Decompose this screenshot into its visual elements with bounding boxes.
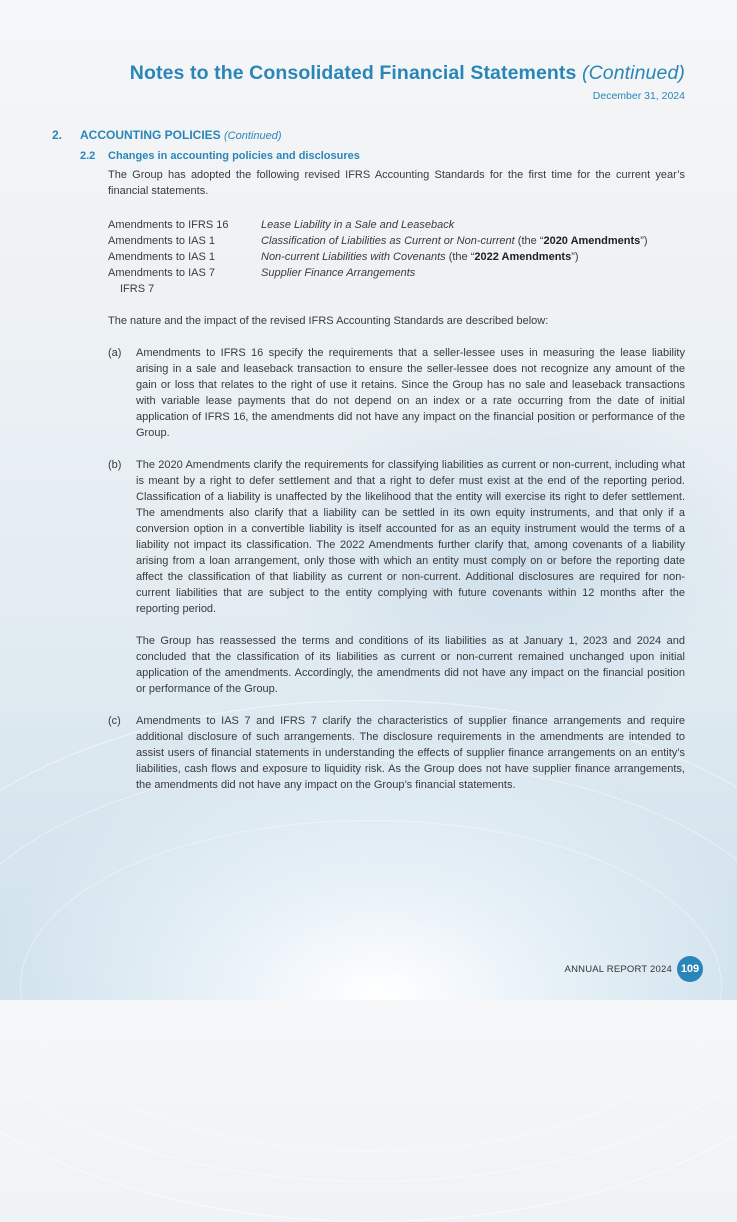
amendment-description [261,265,415,281]
footer-report-label: ANNUAL REPORT 2024 [564,964,672,975]
amendment-tail: ”) [640,235,648,247]
amendment-title: Non-current Liabilities with Covenants [261,251,446,263]
nature-intro-paragraph: The nature and the impact of the revised IFRS Accounting Standards are described below: [108,315,549,327]
amendment-standard: Amendments to IAS 1 [108,235,215,247]
intro-paragraph: The Group has adopted the following revised IFRS Accounting Standards for the first time for the current year’s financial statements. [108,169,685,197]
amendment-short-name: 2020 Amendments [543,235,641,247]
amendment-short-name: 2022 Amendments [474,251,572,263]
list-item-c [108,713,685,793]
background-arc [20,820,722,1152]
amendment-tail: ”) [571,251,579,263]
amendment-title: Lease Liability in a Sale and Leaseback [261,219,455,231]
section-suffix: (Continued) [224,130,282,142]
amendment-row [108,265,648,281]
list-item-a [108,345,685,441]
list-marker: (a) [108,347,122,359]
amendment-row [108,217,648,233]
section-number: 2. [52,128,63,142]
amendment-tail: (the “ [514,235,544,247]
amendment-row [108,249,648,265]
amendment-tail: (the “ [445,251,475,263]
amendment-row [108,281,648,297]
amendment-description [261,249,579,265]
subsection-title: Changes in accounting policies and disclosures [108,150,360,162]
amendment-description [261,217,454,233]
page-title-text: Notes to the Consolidated Financial Statements [129,62,577,84]
amendment-title: Classification of Liabilities as Current or Non-current [261,235,515,247]
page-title-suffix: (Continued) [582,62,685,84]
report-date: December 31, 2024 [592,90,685,102]
amendment-standard: Amendments to IAS 7 [108,267,215,279]
amendment-row [108,233,648,249]
amendment-standard: Amendments to IAS 1 [108,251,215,263]
page-title [130,62,685,85]
subsection-heading [80,150,360,162]
amendment-standard-continuation: IFRS 7 [120,283,155,295]
list-item-text: The 2020 Amendments clarify the requirements for classifying liabilities as current or non-current, including what is meant by a right to defer settlement and that a right to defer must exist at the end of the reporting period. Classification of a liability is unaffected by the likelihood that the entity will exercise its right to defer settlement. The amendments also clarify that a liability can be settled in its own equity instruments, and that only if a conversion option in a convertible liability is itself accounted for as an equity instrument would the terms of a liability not impact its classification. The 2022 Amendments further clarify that, among covenants of a liability arising from a loan arrangement, only those with which an entity must comply on or before the reporting date affect the classification of that liability as current or non-current. Additional disclosures are required for non-current liabilities that are subject to the entity complying with future covenants within 12 months after the reporting period. [136,459,685,615]
list-item-text: Amendments to IAS 7 and IFRS 7 clarify the characteristics of supplier finance arrangements and require additional disclosure of such arrangements. The disclosure requirements in the amendments are intended to assist users of financial statements in understanding the effects of supplier finance arrangements on an entity’s liabilities, cash flows and exposure to liquidity risk. As the Group does not have supplier finance arrangements, the amendments did not have any impact on the Group’s financial statements. [136,715,685,791]
list-marker: (b) [108,459,122,471]
list-item-text-continued: The Group has reassessed the terms and conditions of its liabilities as at January 1, 2023 and 2024 and concluded that the classification of its liabilities as current or non-current remained unchanged upon initial application of the amendments. Accordingly, the amendments did not have any impact on the financial position or performance of the Group. [136,635,685,695]
page-number-badge: 109 [677,956,703,982]
section-title: ACCOUNTING POLICIES [80,128,221,142]
amendment-standard: Amendments to IFRS 16 [108,219,229,231]
list-marker: (c) [108,715,121,727]
amendments-list [108,217,648,297]
subsection-number: 2.2 [80,150,96,162]
list-item-text: Amendments to IFRS 16 specify the requirements that a seller-lessee uses in measuring the lease liability arising in a sale and leaseback transaction to ensure the seller-lessee does not recognize any amount of the gain or loss that relates to the right of use it retains. Since the Group has no sale and leaseback transactions with variable lease payments that do not depend on an index or a rate occurring from the date of initial application of IFRS 16, the amendments did not have any impact on the financial position or performance of the Group. [136,347,685,439]
amendment-description [261,233,648,249]
list-item-b [108,457,685,697]
section-heading [52,128,282,142]
amendment-title: Supplier Finance Arrangements [261,267,416,279]
